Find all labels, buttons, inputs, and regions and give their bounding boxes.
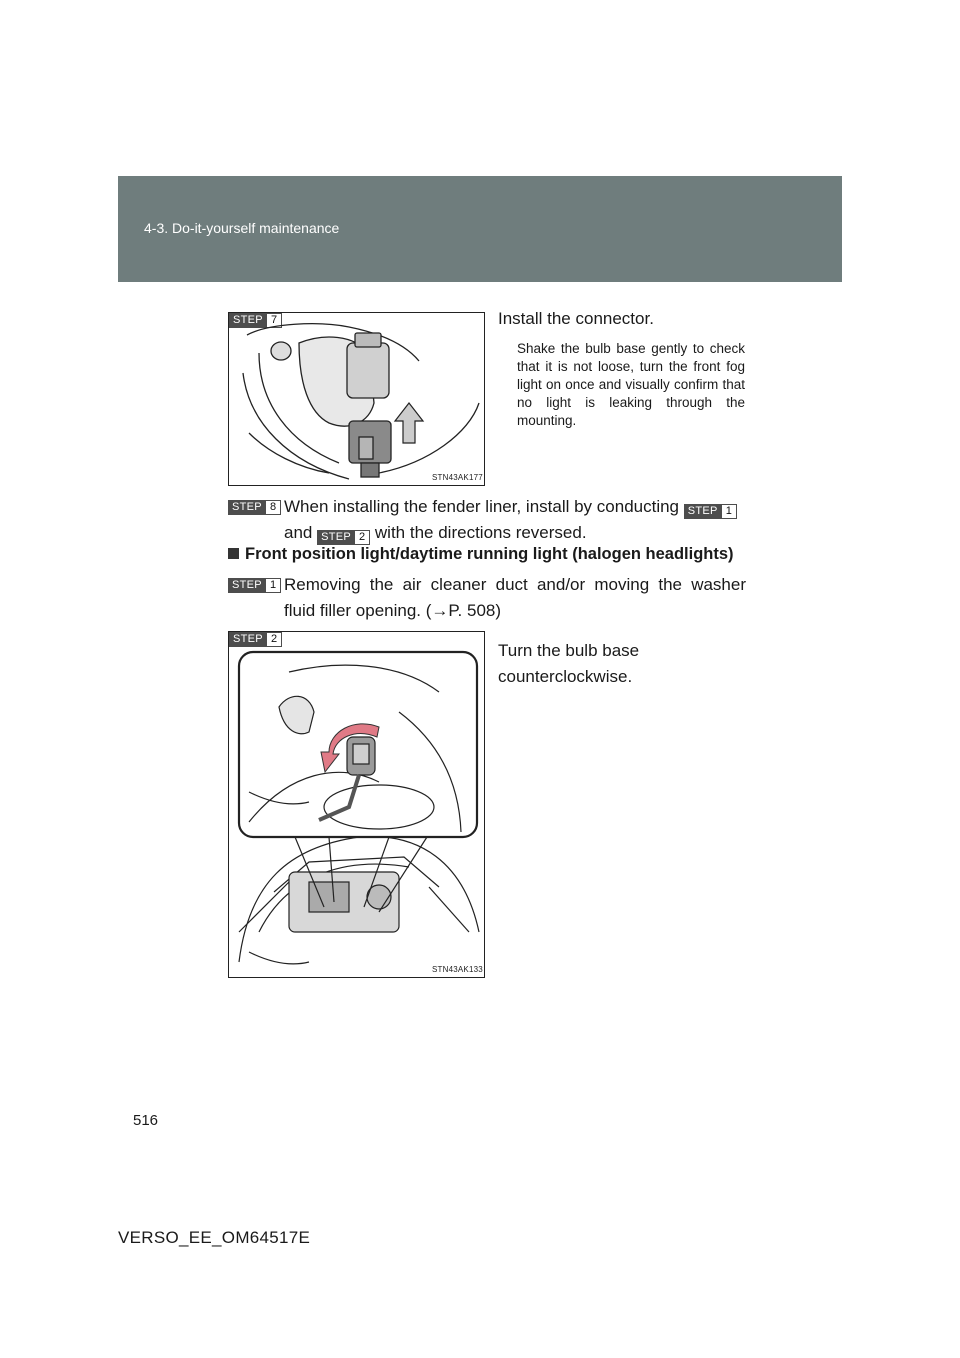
step-badge-8: STEP 8 [228,500,281,515]
page-number: 516 [133,1112,159,1129]
step-ref-2: STEP 2 [317,530,370,545]
step-badge-7: STEP 7 [229,313,282,328]
section-header [118,176,842,282]
section-heading: Front position light/daytime running light (halogen headlights) [228,545,748,564]
figure-code: STN43AK133 [432,965,483,974]
figure-connector-install [228,312,485,486]
step-2-text: Turn the bulb base counterclockwise. [498,641,640,686]
step-8-text: When installing the fender liner, install by conducting STEP 1 and STEP 2 with the directions reversed. [284,494,746,546]
document-code: VERSO_EE_OM64517E [118,1228,311,1247]
step-badge-1: STEP 1 [228,578,281,593]
step-ref-1: STEP 1 [684,504,737,519]
figure-bulb-base [228,631,485,978]
bulb-base-illustration [229,632,484,977]
figure-code: STN43AK177 [432,473,483,482]
up-arrow-icon [395,403,423,443]
step-1-text: Removing the air cleaner duct and/or moving the washer fluid filler opening. (→P. 508) [284,575,746,620]
connector-illustration [229,313,484,485]
square-bullet-icon [228,548,239,559]
section-title: 4-3. Do-it-yourself maintenance [144,220,340,236]
step-7-note: Shake the bulb base gently to check that it is not loose, turn the front fog light on once and visually confirm that no light is leaking through the mounting. [517,341,745,428]
step-7-title: Install the connector. [498,309,654,328]
step-badge-2: STEP 2 [229,632,282,647]
